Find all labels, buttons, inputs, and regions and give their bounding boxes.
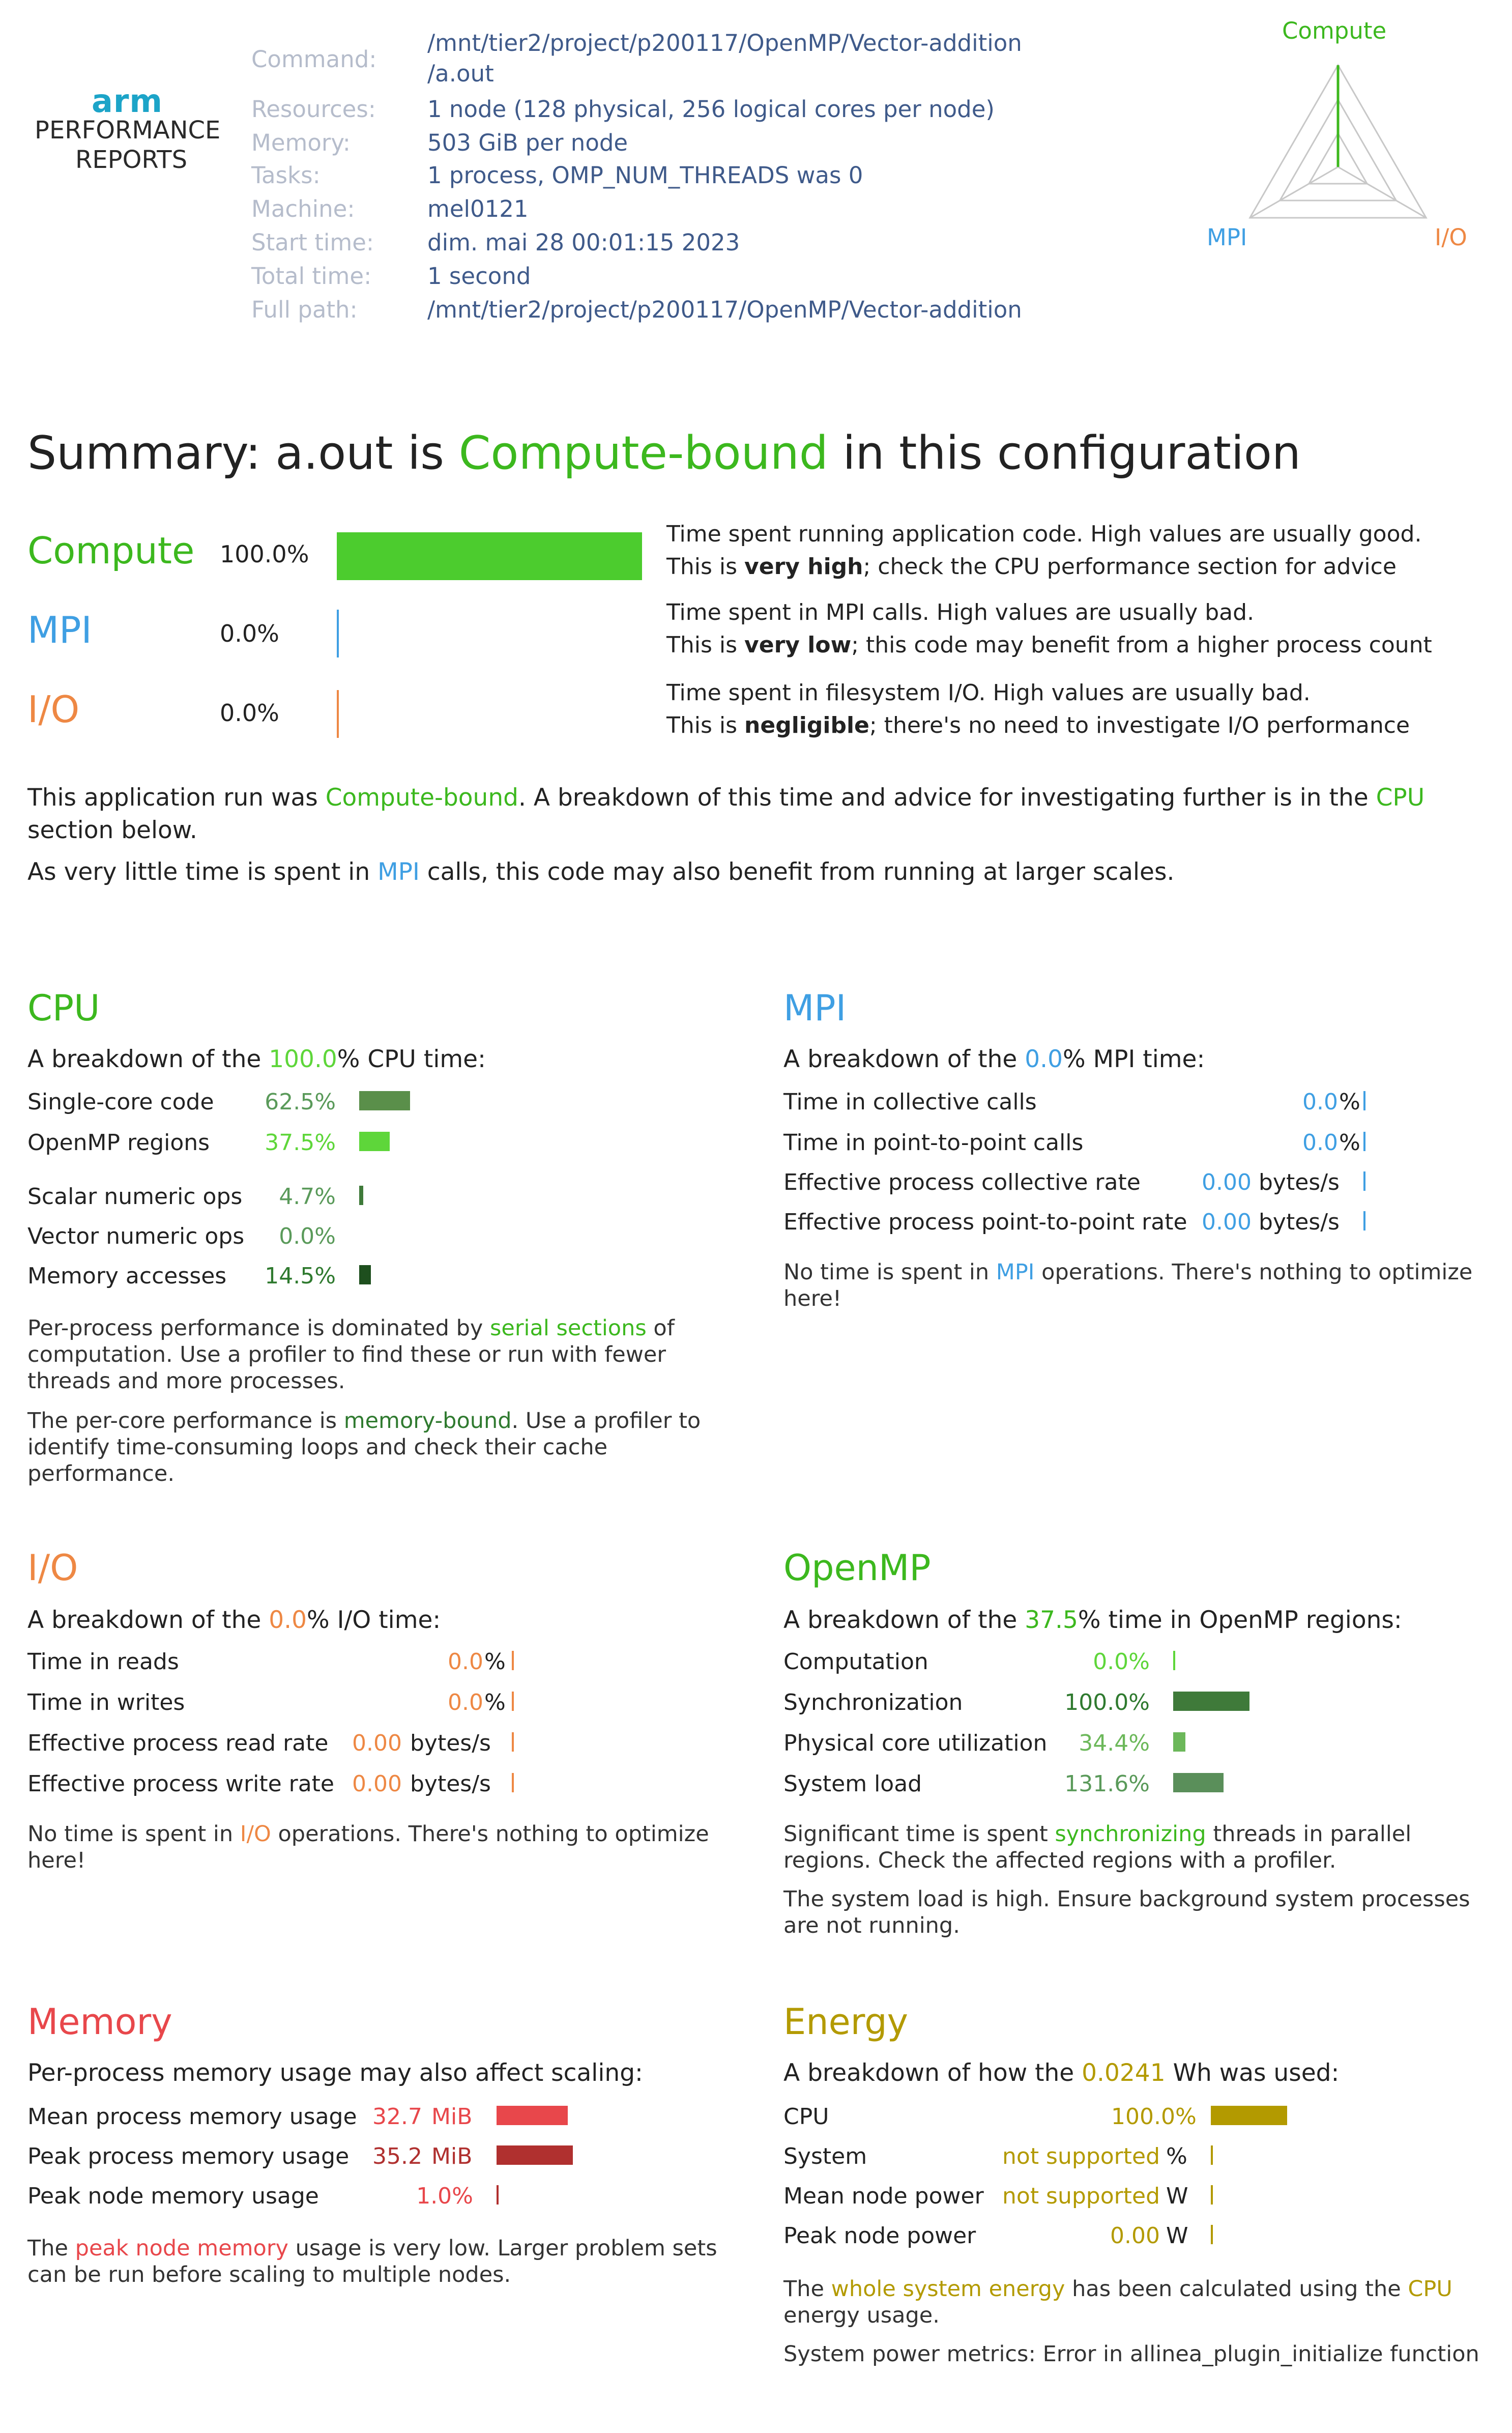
summary-title-prefix: Summary: a.out is (27, 426, 459, 480)
energy-row-unit: W (1166, 2183, 1188, 2209)
tasks-value: 1 process, OMP_NUM_THREADS was 0 (427, 162, 863, 189)
mpi-row-value: 0.0 (1302, 1130, 1338, 1156)
mpi-row-label: Effective process point-to-point rate (783, 1209, 1187, 1235)
cpu-row-value: 0.0% (279, 1223, 336, 1249)
energy-note-1: The whole system energy has been calculated using the CPU energy usage. (783, 2276, 1452, 2328)
mpi-row-label: Effective process collective rate (783, 1169, 1141, 1195)
memory-row-bar (497, 2185, 499, 2205)
io-row-value: 0.0 (448, 1690, 483, 1715)
logo-line-1: PERFORMANCE (35, 116, 221, 145)
io-row-unit: bytes/s (410, 1730, 491, 1756)
cpu-row-bar (359, 1186, 363, 1205)
memory-row-label: Peak node memory usage (27, 2183, 319, 2209)
memory-row-bar (497, 2106, 568, 2125)
io-row-unit: % (484, 1690, 506, 1715)
radar-label-compute: Compute (1282, 17, 1387, 44)
full-path-label: Full path: (251, 296, 358, 323)
cpu-row-label: Vector numeric ops (27, 1223, 245, 1249)
io-row-label: Effective process write rate (27, 1771, 335, 1797)
total-time-label: Total time: (251, 263, 372, 290)
mpi-row-unit: bytes/s (1259, 1209, 1340, 1235)
cpu-row-value: 37.5% (265, 1130, 336, 1156)
mpi-row-unit: % (1339, 1089, 1360, 1115)
openmp-row-label: Computation (783, 1649, 928, 1675)
cpu-intro: A breakdown of the 100.0% CPU time: (27, 1045, 486, 1073)
openmp-row-label: Synchronization (783, 1690, 963, 1715)
memory-value: 503 GiB per node (427, 129, 628, 156)
cpu-row-bar (359, 1132, 390, 1151)
mpi-row-label: Time in collective calls (783, 1089, 1037, 1115)
summary-compute-desc-2: This is very high; check the CPU performance section for advice (666, 554, 1397, 580)
mpi-row-bar (1363, 1132, 1365, 1151)
radar-chart (1231, 56, 1445, 229)
openmp-row-bar (1173, 1651, 1175, 1670)
total-time-value: 1 second (427, 263, 531, 290)
io-note: No time is spent in I/O operations. There's nothing to optimize here! (27, 1821, 709, 1873)
energy-row-label: System (783, 2143, 867, 2169)
resources-label: Resources: (251, 96, 376, 123)
energy-section-title: Energy (783, 2001, 909, 2043)
memory-row-value: 35.2 (372, 2143, 422, 2169)
mpi-section-title: MPI (783, 987, 847, 1029)
mpi-row-bar (1363, 1171, 1365, 1191)
mpi-intro: A breakdown of the 0.0% MPI time: (783, 1045, 1205, 1073)
io-section-title: I/O (27, 1547, 78, 1589)
openmp-row-bar (1173, 1732, 1185, 1752)
summary-paragraph-1: This application run was Compute-bound. A breakdown of this time and advice for investigating further is in the CPU section below. (27, 784, 1425, 844)
energy-row-bar (1211, 2185, 1213, 2205)
summary-compute-label: Compute (27, 529, 195, 572)
cpu-row-value: 14.5% (265, 1263, 336, 1289)
io-row-bar (512, 1692, 514, 1711)
openmp-row-value: 131.6% (1064, 1771, 1150, 1797)
memory-section-title: Memory (27, 2001, 172, 2043)
memory-row-unit: MiB (431, 2104, 473, 2130)
radar-label-mpi: MPI (1207, 224, 1247, 251)
mpi-row-label: Time in point-to-point calls (783, 1130, 1084, 1156)
openmp-row-bar (1173, 1773, 1224, 1792)
openmp-row-value: 0.0% (1093, 1649, 1150, 1675)
mpi-row-bar (1363, 1211, 1365, 1230)
cpu-note-2: The per-core performance is memory-bound. Use a profiler to identify time-consuming loops and check their cache performance. (27, 1408, 701, 1486)
summary-title-suffix: in this configuration (828, 426, 1301, 480)
memory-row-value: 32.7 (372, 2104, 422, 2130)
summary-io-desc (666, 677, 1410, 742)
mpi-row-value: 0.0 (1302, 1089, 1338, 1115)
openmp-section-title: OpenMP (783, 1547, 931, 1589)
openmp-note-2: The system load is high. Ensure background system processes are not running. (783, 1886, 1470, 1938)
energy-row-value: not supported (1002, 2143, 1160, 2169)
command-value: /mnt/tier2/project/p200117/OpenMP/Vector-addition (427, 30, 1022, 56)
memory-note: The peak node memory usage is very low. Larger problem sets can be run before scaling to multiple nodes. (27, 2236, 717, 2287)
summary-compute-desc (666, 518, 1421, 583)
summary-mpi-bar (337, 610, 339, 657)
mpi-note: No time is spent in MPI operations. There's nothing to optimize here! (783, 1260, 1473, 1311)
io-intro: A breakdown of the 0.0% I/O time: (27, 1606, 441, 1634)
io-row-value: 0.00 (352, 1771, 402, 1797)
energy-row-unit: W (1166, 2223, 1188, 2249)
radar-label-io: I/O (1435, 224, 1467, 251)
memory-row-value: 1.0% (416, 2183, 473, 2209)
summary-mpi-label: MPI (27, 609, 92, 651)
io-row-bar (512, 1773, 514, 1792)
energy-row-value: not supported (1002, 2183, 1160, 2209)
tasks-label: Tasks: (251, 162, 321, 189)
mpi-row-value: 0.00 (1202, 1209, 1252, 1235)
energy-note-2: System power metrics: Error in allinea_plugin_initialize function (783, 2341, 1479, 2367)
io-row-value: 0.00 (352, 1730, 402, 1756)
io-row-bar (512, 1651, 514, 1670)
energy-row-label: CPU (783, 2104, 829, 2130)
memory-row-label: Peak process memory usage (27, 2143, 350, 2169)
io-row-value: 0.0 (448, 1649, 483, 1675)
cpu-row-value: 4.7% (279, 1184, 336, 1210)
summary-compute-bar (337, 532, 642, 580)
command-value-2: /a.out (427, 60, 494, 87)
machine-value: mel0121 (427, 195, 529, 222)
cpu-row-label: Single-core code (27, 1089, 214, 1115)
command-label: Command: (251, 46, 377, 73)
io-row-label: Time in reads (27, 1649, 179, 1675)
start-time-label: Start time: (251, 229, 374, 256)
machine-label: Machine: (251, 195, 355, 222)
cpu-row-label: Memory accesses (27, 1263, 227, 1289)
energy-row-bar (1211, 2106, 1287, 2125)
energy-row-label: Mean node power (783, 2183, 984, 2209)
openmp-row-value: 34.4% (1079, 1730, 1150, 1756)
io-row-bar (512, 1732, 514, 1752)
openmp-note-1: Significant time is spent synchronizing threads in parallel regions. Check the affected regions with a profiler. (783, 1821, 1412, 1873)
memory-row-label: Mean process memory usage (27, 2104, 357, 2130)
mpi-row-value: 0.00 (1202, 1169, 1252, 1195)
io-row-unit: bytes/s (410, 1771, 491, 1797)
memory-label: Memory: (251, 129, 351, 156)
cpu-row-bar (359, 1091, 410, 1110)
cpu-note-1: Per-process performance is dominated by serial sections of computation. Use a profiler to find these or run with fewer threads and more processes. (27, 1315, 675, 1394)
openmp-row-value: 100.0% (1064, 1690, 1150, 1715)
cpu-section-title: CPU (27, 987, 100, 1029)
openmp-row-label: Physical core utilization (783, 1730, 1048, 1756)
summary-io-desc-2: This is negligible; there's no need to investigate I/O performance (666, 712, 1410, 738)
mpi-row-bar (1363, 1091, 1365, 1110)
memory-intro: Per-process memory usage may also affect scaling: (27, 2059, 643, 2087)
io-row-unit: % (484, 1649, 506, 1675)
summary-mpi-desc-1: Time spent in MPI calls. High values are usually bad. (666, 599, 1255, 625)
start-time-value: dim. mai 28 00:01:15 2023 (427, 229, 740, 256)
energy-row-unit: % (1175, 2104, 1197, 2130)
energy-row-bar (1211, 2225, 1213, 2244)
energy-row-value: 0.00 (1110, 2223, 1160, 2249)
memory-row-bar (497, 2145, 573, 2165)
cpu-row-label: OpenMP regions (27, 1130, 210, 1156)
openmp-row-label: System load (783, 1771, 922, 1797)
memory-row-unit: MiB (431, 2143, 473, 2169)
io-row-label: Effective process read rate (27, 1730, 329, 1756)
summary-compute-desc-1: Time spent running application code. High values are usually good. (666, 521, 1422, 547)
energy-row-value: 100.0 (1111, 2104, 1175, 2130)
summary-mpi-pct: 0.0% (220, 620, 279, 647)
io-row-label: Time in writes (27, 1690, 185, 1715)
mpi-row-unit: % (1339, 1130, 1360, 1156)
summary-io-bar (337, 690, 339, 738)
cpu-row-bar (359, 1265, 371, 1284)
energy-intro: A breakdown of how the 0.0241 Wh was used: (783, 2059, 1340, 2087)
summary-mpi-desc (666, 596, 1432, 662)
energy-row-unit: % (1166, 2143, 1187, 2169)
summary-title-highlight: Compute-bound (458, 426, 828, 480)
openmp-row-bar (1173, 1692, 1249, 1711)
cpu-row-label: Scalar numeric ops (27, 1184, 243, 1210)
energy-row-label: Peak node power (783, 2223, 976, 2249)
summary-io-label: I/O (27, 688, 80, 731)
summary-mpi-desc-2: This is very low; this code may benefit from a higher process count (666, 632, 1432, 658)
summary-io-desc-1: Time spent in filesystem I/O. High values are usually bad. (666, 680, 1311, 706)
logo-line-2: REPORTS (75, 146, 188, 174)
full-path-value: /mnt/tier2/project/p200117/OpenMP/Vector-addition (427, 296, 1022, 323)
summary-io-pct: 0.0% (220, 699, 279, 727)
energy-row-bar (1211, 2145, 1213, 2165)
openmp-intro: A breakdown of the 37.5% time in OpenMP regions: (783, 1606, 1402, 1634)
mpi-row-unit: bytes/s (1259, 1169, 1340, 1195)
summary-compute-pct: 100.0% (220, 540, 309, 568)
arm-logo: arm (92, 82, 163, 120)
cpu-row-value: 62.5% (265, 1089, 336, 1115)
resources-value: 1 node (128 physical, 256 logical cores per node) (427, 96, 995, 123)
summary-paragraph-2: As very little time is spent in MPI calls, this code may also benefit from running at larger scales. (27, 858, 1175, 886)
summary-title (27, 426, 1301, 480)
